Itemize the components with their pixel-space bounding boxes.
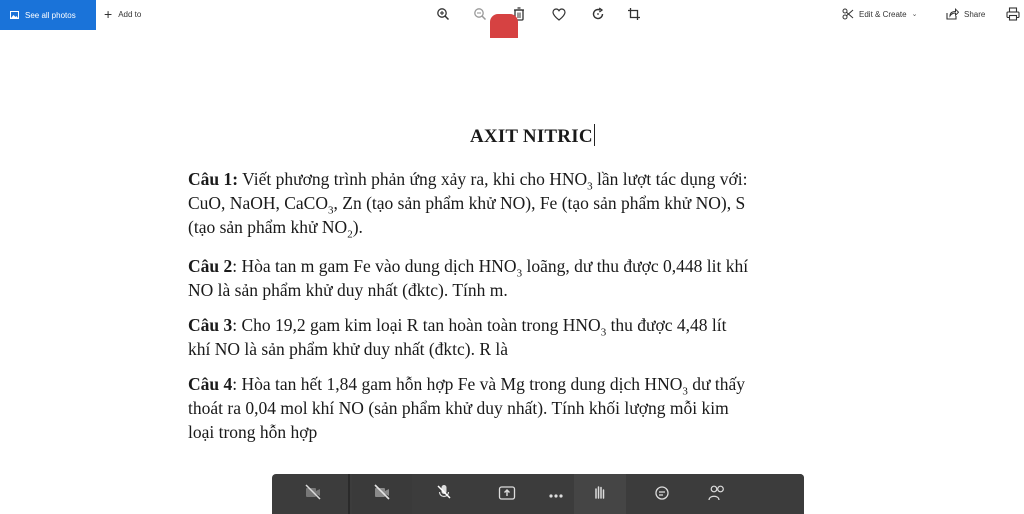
edit-create-icon <box>842 8 854 20</box>
question-2-line-1 <box>188 254 908 278</box>
participants-icon[interactable] <box>692 474 742 514</box>
question-text: lần lượt tác dụng với: <box>592 169 748 189</box>
chevron-down-icon: ⌄ <box>911 11 918 18</box>
video-off-icon[interactable] <box>282 474 344 514</box>
edit-create-label: Edit & Create <box>859 9 907 19</box>
more-icon[interactable] <box>538 474 574 514</box>
question-4-line-2: thoát ra 0,04 mol khí NO (sản phẩm khử duy nhất). Tính khối lượng mỗi kim <box>188 398 729 418</box>
question-text: CuO, NaOH, CaCO <box>188 193 328 213</box>
question-3-line-1 <box>188 313 908 337</box>
add-to-button[interactable] <box>104 6 141 22</box>
share-label: Share <box>964 9 986 19</box>
chat-icon[interactable] <box>640 474 684 514</box>
question-text: , Zn (tạo sản phẩm khử NO), Fe (tạo sản phẩm khử NO), S <box>333 193 746 213</box>
question-text: thu được 4,48 lít <box>606 315 727 335</box>
zoom-in-icon[interactable] <box>435 6 451 22</box>
video-toggle-button[interactable] <box>352 474 412 514</box>
question-3 <box>188 313 908 361</box>
question-1-line-2 <box>188 191 908 215</box>
share-button[interactable] <box>946 6 985 22</box>
raise-hand-icon[interactable] <box>574 474 626 514</box>
question-text: : Hòa tan m gam Fe vào dung dịch HNO <box>232 256 517 276</box>
question-text: : Cho 19,2 gam kim loại R tan hoàn toàn trong HNO <box>232 315 601 335</box>
see-all-photos-label: See all photos <box>25 10 76 20</box>
question-4 <box>188 372 908 444</box>
question-1 <box>188 167 908 239</box>
plus-icon: + <box>104 6 113 22</box>
question-label: Câu 4 <box>188 374 233 394</box>
see-all-photos-button[interactable] <box>0 0 96 30</box>
camera-off-icon <box>373 484 391 500</box>
edit-create-button[interactable] <box>842 6 917 22</box>
separator <box>348 474 350 514</box>
end-call-area <box>750 474 804 514</box>
subscript: 3 <box>682 385 688 398</box>
question-2-line-2: NO là sản phẩm khử duy nhất (đktc). Tính m. <box>188 280 508 300</box>
question-4-line-1 <box>188 372 908 396</box>
question-label: Câu 1: <box>188 169 239 189</box>
question-3-line-2: khí NO là sản phẩm khử duy nhất (đktc). R là <box>188 339 509 359</box>
document-title <box>470 124 595 148</box>
zoom-out-icon[interactable] <box>472 6 488 22</box>
meeting-control-bar <box>272 474 804 514</box>
subscript: 3 <box>600 326 607 339</box>
subscript: 2 <box>347 228 353 241</box>
question-text: : Hòa tan hết 1,84 gam hỗn hợp Fe và Mg trong dung dịch HNO <box>232 374 683 394</box>
question-text: (tạo sản phẩm khử NO <box>188 217 348 237</box>
share-screen-icon[interactable] <box>476 474 538 514</box>
mic-off-icon[interactable] <box>412 474 476 514</box>
print-icon[interactable] <box>1005 6 1021 22</box>
end-call-icon[interactable] <box>490 14 518 38</box>
subscript: 3 <box>328 204 334 217</box>
subscript: 3 <box>587 180 593 193</box>
question-1-line-1 <box>188 167 908 191</box>
question-2 <box>188 254 908 302</box>
subscript: 3 <box>516 267 523 280</box>
question-1-line-3 <box>188 215 908 239</box>
text-cursor <box>594 124 595 146</box>
question-text: dư thấy <box>687 374 745 394</box>
crop-icon[interactable] <box>626 6 642 22</box>
question-label: Câu 2 <box>188 256 233 276</box>
question-4-line-3: loại trong hỗn hợp <box>188 422 318 442</box>
share-icon <box>946 8 959 20</box>
question-text: ). <box>352 217 363 237</box>
add-to-label: Add to <box>118 9 142 19</box>
rotate-icon[interactable] <box>590 6 606 22</box>
question-text: Viết phương trình phản ứng xảy ra, khi cho HNO <box>238 169 588 189</box>
document-title-text: AXIT NITRIC <box>470 126 593 147</box>
question-text: loãng, dư thu được 0,448 lit khí <box>522 256 749 276</box>
heart-icon[interactable] <box>551 6 567 22</box>
question-label: Câu 3 <box>188 315 233 335</box>
photos-icon <box>10 11 19 19</box>
